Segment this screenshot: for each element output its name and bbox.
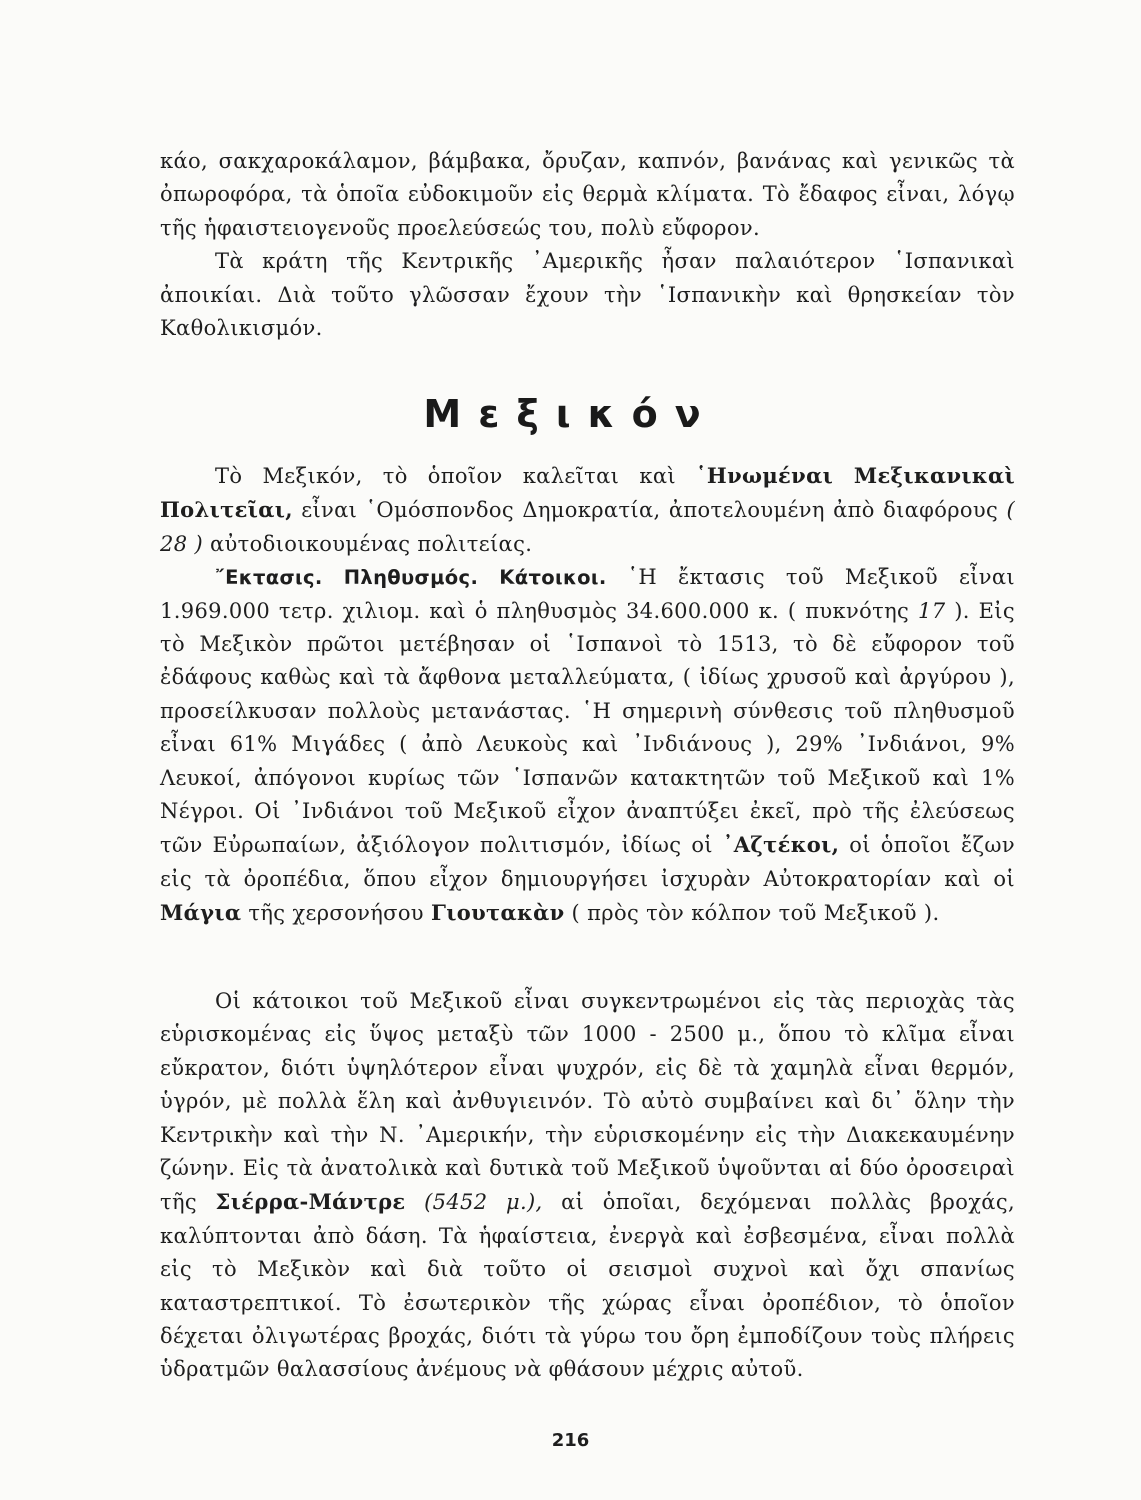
climate-text [160,985,1015,1387]
term-sierra-madre: Σιέρρα-Μάντρε [215,1189,406,1215]
p1-mid: εἶναι ῾Ομόσπονδος Δημοκρατία, ἀποτελουμένη ἀπὸ διαφόρους [292,498,1007,523]
mexico-text [160,459,1015,931]
p2-d: τῆς χερσονήσου [241,901,431,926]
climate-paragraph [160,985,1015,1387]
term-yucatan: Γιουτακὰν [430,900,565,926]
page-number: 216 [551,1430,590,1451]
section-heading-mexico: Μεξικόν [423,392,718,436]
p2-b: ). Εἰς τὸ Μεξικὸν πρῶτοι μετέβησαν οἱ ῾Ισπανοὶ τὸ 1513, τὸ δὲ εὔφορον τοῦ ἐδάφους καθὼς καὶ τὰ ἄφθονα μεταλλεύματα, ( ἰδίως χρυσοῦ καὶ ἀργύρου ), προσείλκυσαν πολλοὺς μετανάστας. ῾Η σημερινὴ σύνθεσις τοῦ πληθυσμοῦ εἶναι 61% Μιγάδες ( ἀπὸ Λευκοὺς καὶ ᾿Ινδιάνους ), 29% ᾿Ινδιάνοι, 9% Λευκοί, ἀπόγονοι κυρίως τῶν ῾Ισπανῶν κατακτητῶν τοῦ Μεξικοῦ καὶ 1% Νέγροι. Οἱ ᾿Ινδιάνοι τοῦ Μεξικοῦ εἶχον ἀναπτύξει ἐκεῖ, πρὸ τῆς ἐλεύσεως τῶν Εὐρωπαίων, ἀξιόλογον πολιτισμόν, ἰδίως οἱ [160,598,1016,858]
intro-paragraph-2: Τὰ κράτη τῆς Κεντρικῆς ᾿Αμερικῆς ἦσαν παλαιότερον ῾Ισπανικαὶ ἀποικίαι. Διὰ τοῦτο γλῶσσαν ἔχουν τὴν ῾Ισπανικὴν καὶ θρησκείαν τὸν Καθολικισμόν. [160,249,1015,341]
official-name: ῾Ηνωμέναι Μεξικανικαὶ Πολιτεῖαι, [160,463,1015,523]
intro-paragraph-1: κάο, σακχαροκάλαμον, βάμβακα, ὄρυζαν, καπνόν, βανάνας καὶ γενικῶς τὰ ὀπωροφόρα, τὰ ὁποῖα εὐδοκιμοῦν εἰς θερμὰ κλίματα. Τὸ ἔδαφος εἶναι, λόγῳ τῆς ἡφαιστειογενοῦς προελεύσεώς του, πολὺ εὔφορον. [160,149,1015,240]
climate-a: Οἱ κάτοικοι τοῦ Μεξικοῦ εἶναι συγκεντρωμένοι εἰς τὰς περιοχὰς τὰς εὑρισκομένας εἰς ὕψος μεταξὺ τῶν 1000 - 2500 μ., ὅπου τὸ κλῖμα εἶναι εὔκρατον, διότι ὑψηλότερον εἶναι ψυχρόν, εἰς δὲ τὰ χαμηλὰ εἶναι θερμόν, ὑγρόν, μὲ πολλὰ ἕλη καὶ ἀνθυγιεινόν. Τὸ αὐτὸ συμβαίνει καὶ δι᾿ ὅλην τὴν Κεντρικὴν καὶ τὴν Ν. ᾿Αμερικήν, τὴν εὑρισκομένην εἰς τὴν Διακεκαυμένην ζώνην. Εἰς τὰ ἀνατολικὰ καὶ δυτικὰ τοῦ Μεξικοῦ ὑψοῦνται αἱ δύο ὀροσειραὶ τῆς [160,989,1015,1215]
population-density: 17 [917,598,946,623]
subheading-area-population: ῎Εκτασις. Πληθυσμός. Κάτοικοι. [215,566,607,590]
p2-e: ( πρὸς τὸν κόλπον τοῦ Μεξικοῦ ). [564,901,940,926]
intro-text [160,145,1015,345]
climate-b: αἱ ὁποῖαι, δεχόμεναι πολλὰς βροχάς, καλύπτονται ἀπὸ δάση. Τὰ ἡφαίστεια, ἐνεργὰ καὶ ἐσβεσμένα, εἶναι πολλὰ εἰς τὸ Μεξικὸν καὶ διὰ τοῦτο οἱ σεισμοὶ συχνοὶ καὶ ὄχι σπανίως καταστρεπτικοί. Τὸ ἐσωτερικὸν τῆς χώρας εἶναι ὀροπέδιον, τὸ ὁποῖον δέχεται ὀλιγωτέρας βροχάς, διότι τὰ γύρω του ὄρη ἐμποδίζουν τοὺς πλήρεις ὑδρατμῶν θαλασσίους ἀνέμους νὰ φθάσουν μέχρις αὐτοῦ. [160,1190,1015,1382]
p2-a: ῾Η ἔκτασις τοῦ Μεξικοῦ εἶναι 1.969.000 τετρ. χιλιομ. καὶ ὁ πληθυσμὸς 34.600.000 κ. ( πυκνότης [160,565,1015,623]
term-aztecs: ᾿Αζτέκοι, [722,832,840,858]
mexico-paragraph-2 [160,561,1015,930]
mexico-paragraph-1 [160,459,1015,561]
p2-c: οἱ ὁποῖοι ἔζων εἰς τὰ ὀροπέδια, ὅπου εἶχον δημιουργήσει ἰσχυρὰν Αὐτοκρατορίαν καὶ οἱ [160,833,1015,891]
sierra-height: (5452 μ.), [424,1190,543,1215]
p1-start: Τὸ Μεξικόν, τὸ ὁποῖον καλεῖται καὶ [215,464,697,488]
states-count: ( 28 ) [160,498,1015,556]
p1-end: αὐτοδιοικουμένας πολιτείας. [203,531,533,556]
term-maya: Μάγια [160,900,242,926]
